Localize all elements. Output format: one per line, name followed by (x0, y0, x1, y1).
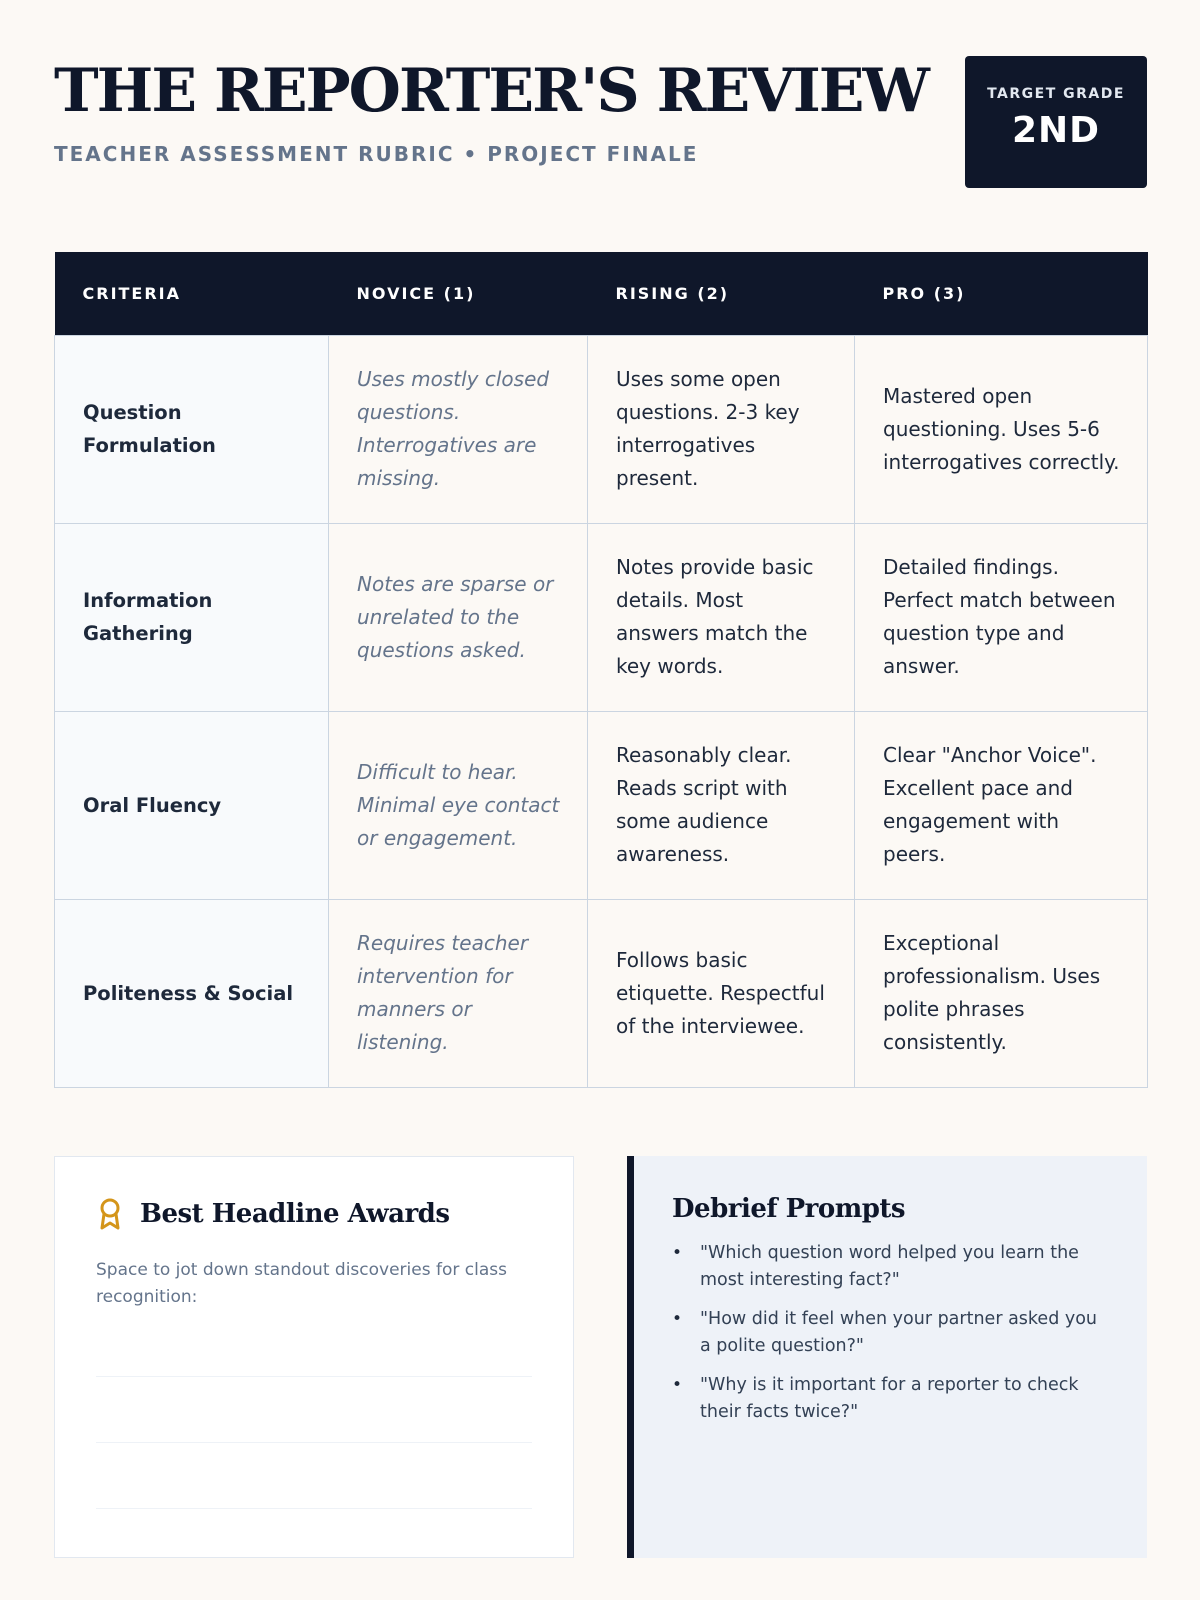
table-row (55, 899, 1148, 1087)
column-header-criteria: CRITERIA (55, 252, 329, 335)
best-headline-awards-panel (54, 1156, 574, 1558)
writing-lines[interactable] (96, 1311, 532, 1509)
column-header-novice: NOVICE (1) (329, 252, 588, 335)
target-grade-label: TARGET GRADE (987, 86, 1125, 102)
criteria-cell: Oral Fluency (55, 711, 329, 899)
awards-heading (96, 1197, 532, 1231)
writing-line[interactable] (96, 1377, 532, 1443)
column-header-pro: PRO (3) (855, 252, 1148, 335)
novice-cell: Uses mostly closed questions. Interrogatives are missing. (329, 335, 588, 523)
rubric-header-row (55, 252, 1148, 335)
awards-title: Best Headline Awards (140, 1199, 450, 1229)
novice-cell: Notes are sparse or unrelated to the questions asked. (329, 523, 588, 711)
debrief-title: Debrief Prompts (672, 1194, 906, 1224)
rising-cell: Reasonably clear. Reads script with some audience awareness. (588, 711, 855, 899)
table-row (55, 711, 1148, 899)
rubric-table (54, 252, 1148, 1088)
bullet-icon: • (672, 1375, 683, 1395)
pro-cell: Exceptional professionalism. Uses polite phrases consistently. (855, 899, 1148, 1087)
bullet-icon: • (672, 1243, 683, 1263)
list-item (672, 1372, 1109, 1426)
pro-cell: Detailed findings. Perfect match between question type and answer. (855, 523, 1148, 711)
pro-cell: Mastered open questioning. Uses 5-6 interrogatives correctly. (855, 335, 1148, 523)
list-item (672, 1306, 1109, 1360)
table-row (55, 335, 1148, 523)
debrief-prompt-list (672, 1240, 1109, 1426)
prompt-text: "How did it feel when your partner asked you a polite question?" (700, 1309, 1098, 1356)
awards-description: Space to jot down standout discoveries for class recognition: (96, 1260, 507, 1307)
pro-cell: Clear "Anchor Voice". Excellent pace and engagement with peers. (855, 711, 1148, 899)
target-grade-badge (965, 56, 1147, 188)
table-row (55, 523, 1148, 711)
writing-line[interactable] (96, 1311, 532, 1377)
criteria-cell: Information Gathering (55, 523, 329, 711)
rising-cell: Notes provide basic details. Most answers match the key words. (588, 523, 855, 711)
criteria-cell: Politeness & Social (55, 899, 329, 1087)
list-item (672, 1240, 1109, 1294)
prompt-text: "Which question word helped you learn the most interesting fact?" (700, 1243, 1079, 1290)
column-header-rising: RISING (2) (588, 252, 855, 335)
writing-line[interactable] (96, 1443, 532, 1509)
prompt-text: "Why is it important for a reporter to check their facts twice?" (700, 1375, 1079, 1422)
novice-cell: Difficult to hear. Minimal eye contact or engagement. (329, 711, 588, 899)
page-header (54, 56, 1147, 186)
debrief-prompts-panel (627, 1156, 1147, 1558)
page-subtitle: TEACHER ASSESSMENT RUBRIC • PROJECT FINALE (54, 142, 699, 166)
novice-cell: Requires teacher intervention for manners or listening. (329, 899, 588, 1087)
criteria-cell: Question Formulation (55, 335, 329, 523)
bullet-icon: • (672, 1309, 683, 1329)
ribbon-award-icon (96, 1197, 124, 1231)
rising-cell: Uses some open questions. 2-3 key interrogatives present. (588, 335, 855, 523)
rising-cell: Follows basic etiquette. Respectful of the interviewee. (588, 899, 855, 1087)
page-title: THE REPORTER'S REVIEW (54, 56, 928, 126)
target-grade-value: 2ND (1011, 110, 1101, 151)
